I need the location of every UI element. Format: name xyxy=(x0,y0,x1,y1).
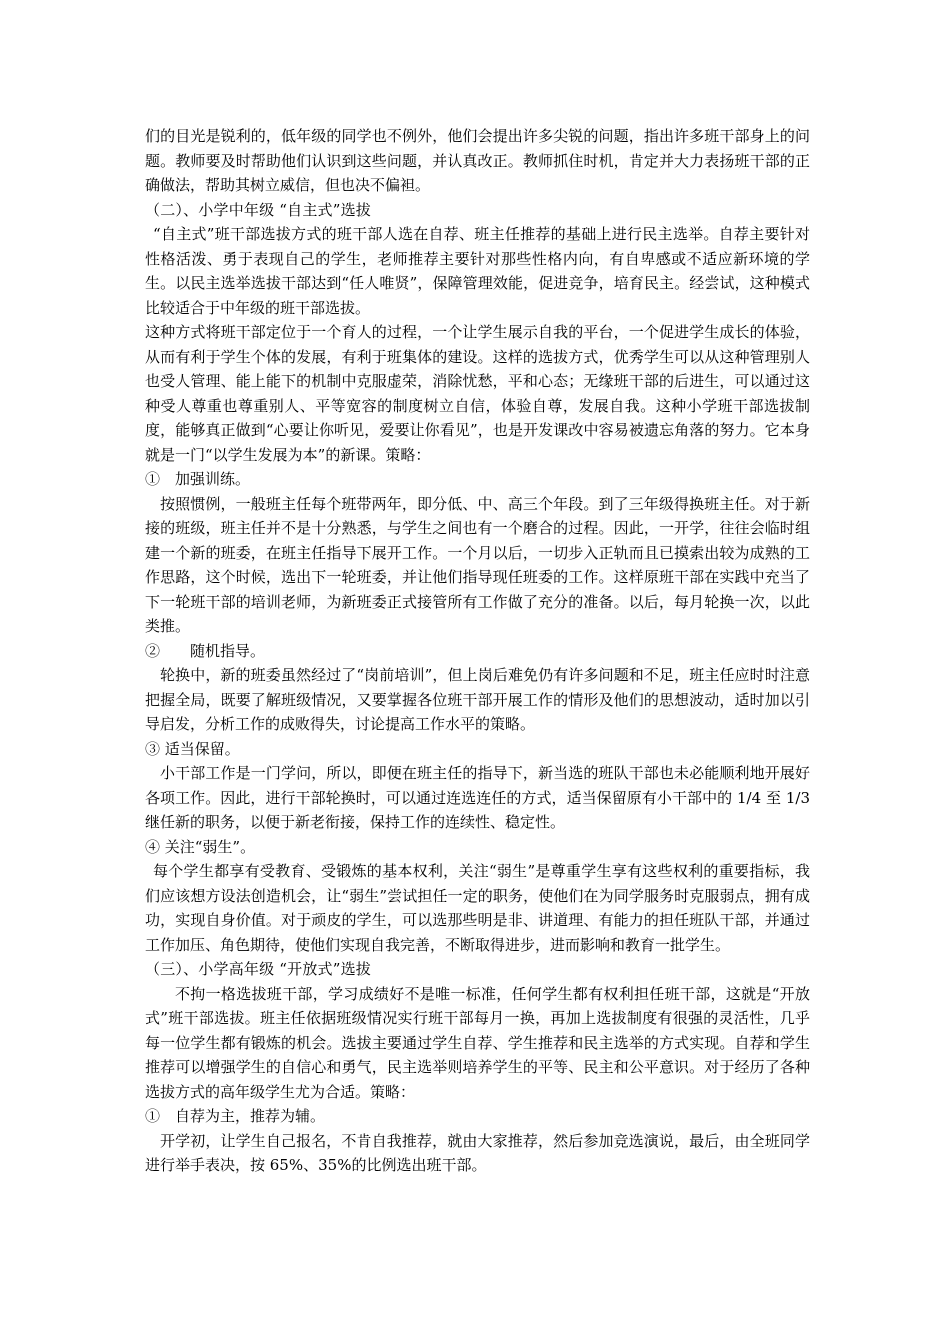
strategy-heading-weak-students: ④ 关注“弱生”。 xyxy=(145,837,256,856)
document-body xyxy=(145,124,810,1178)
paragraph-weak-students: 每个学生都享有受教育、受锻炼的基本权利，关注“弱生”是尊重学生享有这些权利的重要指标，我们应该想方设法创造机会，让“弱生”尝试担任一定的职务，使他们在为同学服务时克服弱点，拥有成功，实现自身价值。对于顽皮的学生，可以选那些明是非、讲道理、有能力的担任班队干部，并通过工作加压、角色期待，使他们实现自我完善，不断取得进步，进而影响和教育一批学生。 xyxy=(145,862,810,954)
paragraph-training: 按照惯例，一般班主任每个班带两年，即分低、中、高三个年段。到了三年级得换班主任。对于新接的班级，班主任并不是十分熟悉，与学生之间也有一个磨合的过程。因此，一开学，往往会临时组建一个新的班委，在班主任指导下展开工作。一个月以后，一切步入正轨而且已摸索出较为成熟的工作思路，这个时候，选出下一轮班委，并让他们指导现任班委的工作。这样原班干部在实践中充当了下一轮班干部的培训老师，为新班委正式接管所有工作做了充分的准备。以后，每月轮换一次，以此类推。 xyxy=(145,494,810,635)
section-heading-upper-grade: （三）、小学高年级 “开放式”选拔 xyxy=(145,960,372,978)
strategy-heading-retention: ③ 适当保留。 xyxy=(145,739,240,758)
strategy-heading-self-recommend: ① 自荐为主，推荐为辅。 xyxy=(145,1107,326,1125)
paragraph-continuation: 们的目光是锐利的，低年级的同学也不例外，他们会提出许多尖锐的问题，指出许多班干部身上的问题。教师要及时帮助他们认识到这些问题，并认真改正。教师抓住时机，肯定并大力表扬班干部的正确做法，帮助其树立威信，但也决不偏袒。 xyxy=(145,127,810,194)
paragraph-method-description: 这种方式将班干部定位于一个育人的过程，一个让学生展示自我的平台，一个促进学生成长的体验，从而有利于学生个体的发展，有利于班集体的建设。这样的选拔方式，优秀学生可以从这种管理别人也受人管理、能上能下的机制中克服虚荣，消除忧愁，平和心态；无缘班干部的后进生，可以通过这种受人尊重也尊重别人、平等宽容的制度树立自信，体验自尊，发展自我。这种小学班干部选拔制度，能够真正做到“心要让你听见，爱要让你看见”，也是开发课改中容易被遗忘角落的努力。它本身就是一门“以学生发展为本”的新课。策略： xyxy=(145,323,810,464)
paragraph-self-selection: “自主式”班干部选拔方式的班干部人选在自荐、班主任推荐的基础上进行民主选举。自荐主要针对性格活泼、勇于表现自己的学生，老师推荐主要针对那些性格内向，有自卑感或不适应新环境的学生。以民主选举选拔干部达到“任人唯贤”，保障管理效能，促进竞争，培育民主。经尝试，这种模式比较适合于中年级的班干部选拔。 xyxy=(145,225,810,317)
section-heading-middle-grade: （二）、小学中年级 “自主式”选拔 xyxy=(145,200,372,219)
strategy-heading-training: ① 加强训练。 xyxy=(145,470,251,488)
paragraph-open-selection: 不拘一格选拔班干部，学习成绩好不是唯一标准，任何学生都有权利担任班干部，这就是“开放式”班干部选拔。班主任依据班级情况实行班干部每月一换，再加上选拔制度有很强的灵活性，几乎每一位学生都有锻炼的机会。选拔主要通过学生自荐、学生推荐和民主选举的方式实现。自荐和学生推荐可以增强学生的自信心和勇气，民主选举则培养学生的平等、民主和公平意识。对于经历了各种选拔方式的高年级学生尤为合适。策略： xyxy=(145,984,810,1101)
paragraph-self-recommend: 开学初，让学生自己报名，不肯自我推荐，就由大家推荐，然后参加竞选演说，最后，由全班同学进行举手表决，按 65%、35%的比例选出班干部。 xyxy=(145,1131,810,1174)
strategy-heading-guidance: ② 随机指导。 xyxy=(145,641,266,660)
paragraph-retention: 小干部工作是一门学问，所以，即便在班主任的指导下，新当选的班队干部也未必能顺利地开展好各项工作。因此，进行干部轮换时，可以通过连选连任的方式，适当保留原有小干部中的 1/4 至 1/3 继任新的职务，以便于新老衔接，保持工作的连续性、稳定性。 xyxy=(145,764,810,831)
paragraph-guidance: 轮换中，新的班委虽然经过了“岗前培训”，但上岗后难免仍有许多问题和不足，班主任应时时注意把握全局，既要了解班级情况，又要掌握各位班干部开展工作的情形及他们的思想波动，适时加以引导启发，分析工作的成败得失，讨论提高工作水平的策略。 xyxy=(145,666,810,733)
